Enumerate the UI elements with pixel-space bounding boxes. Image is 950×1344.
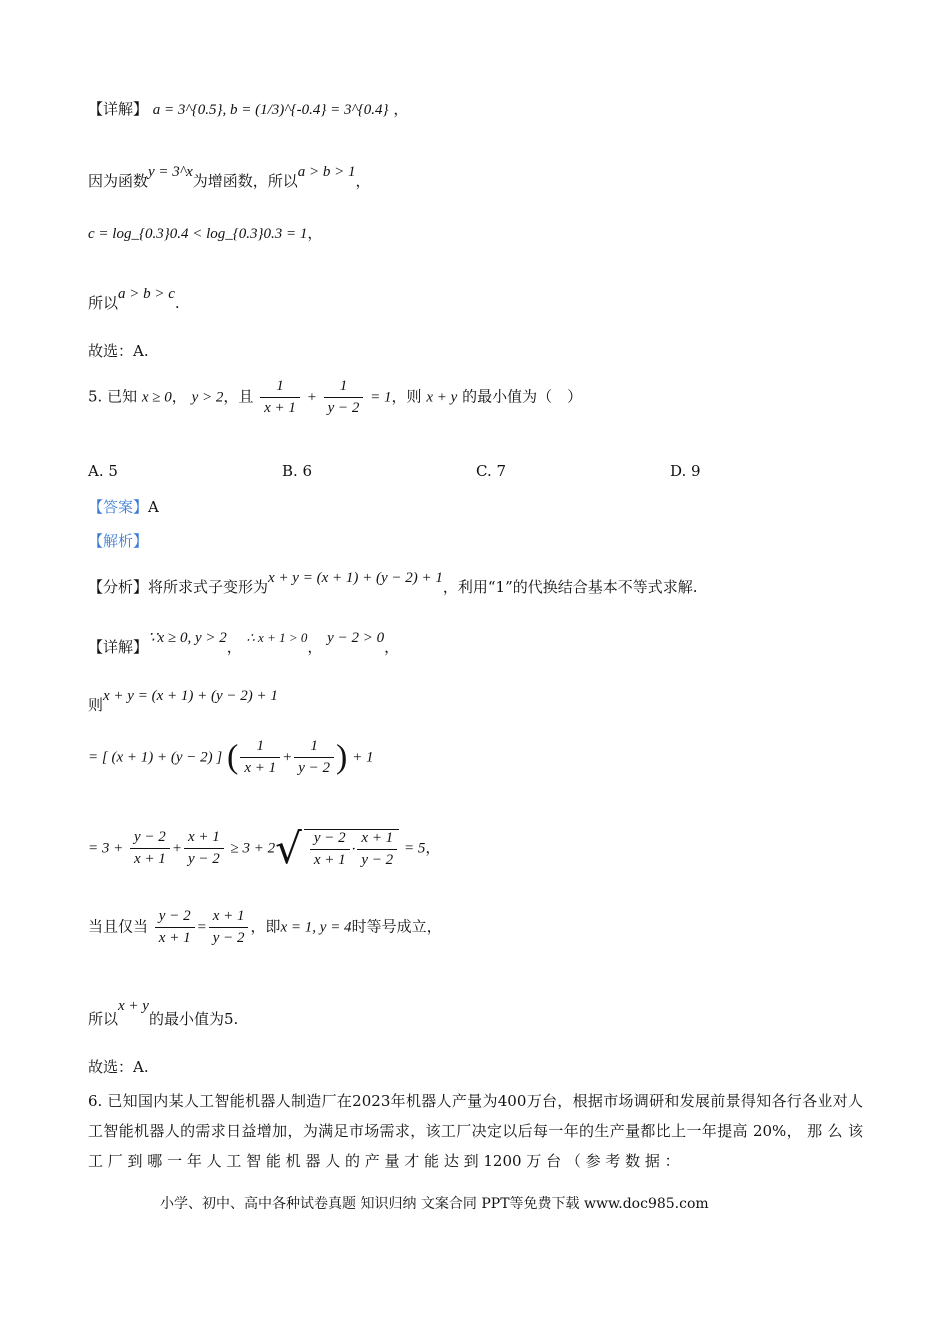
frac-num: x + 1 xyxy=(209,908,249,928)
text: 5. 已知 xyxy=(88,387,138,406)
equals: = xyxy=(196,919,207,936)
text: 所以 xyxy=(88,1010,119,1028)
math-x-plus-y: x + y xyxy=(118,998,149,1014)
step-1 xyxy=(88,688,278,715)
text: 的最小值为5. xyxy=(148,1010,239,1028)
frac-num: 1 xyxy=(240,738,280,758)
punct: ，且 xyxy=(223,387,254,406)
detail-label: 【详解】 xyxy=(88,638,149,656)
frac-num: y − 2 xyxy=(155,908,195,928)
page-footer: 小学、初中、高中各种试卷真题 知识归纳 文案合同 PPT等免费下载 www.doc985.com xyxy=(160,1196,709,1212)
text: ，利用“1”的代换结合基本不等式求解. xyxy=(442,578,698,596)
step-2 xyxy=(88,738,374,777)
equality-line xyxy=(88,908,442,947)
punct: ， xyxy=(355,172,371,190)
fraction-1 xyxy=(260,378,300,417)
frac-den: x + 1 xyxy=(264,400,296,416)
left-paren: ( xyxy=(227,738,239,776)
fenxi-label: 【分析】 xyxy=(88,578,149,596)
answer-tag: 【答案】 xyxy=(88,498,149,516)
fraction-2 xyxy=(324,378,364,417)
frac-den: x + 1 xyxy=(313,851,346,868)
frac-den: y − 2 xyxy=(298,760,331,776)
frac-den: y − 2 xyxy=(212,930,245,946)
fraction-a xyxy=(155,908,195,947)
text: ，则 xyxy=(391,387,422,406)
frac-den: x + 1 xyxy=(134,851,166,867)
detail-line-3 xyxy=(88,222,322,243)
math-3-plus: = 3 + xyxy=(88,840,124,857)
math-solution: x = 1, y = 4 xyxy=(280,919,352,936)
detail-line-2 xyxy=(88,164,371,191)
math-a-gt-b-gt-1: a > b > 1 xyxy=(297,164,356,180)
math-c-log: c = log_{0.3}0.4 < log_{0.3}0.3 = 1 xyxy=(88,226,308,242)
punct: ， xyxy=(384,638,400,656)
math-eq-5: = 5 xyxy=(403,840,426,857)
sqrt-body xyxy=(304,829,399,869)
xiangjie-line xyxy=(88,630,400,657)
option-c: C. 7 xyxy=(476,462,507,480)
math-bracket: = [ (x + 1) + (y − 2) ] xyxy=(88,749,223,766)
fraction-a xyxy=(130,829,170,868)
math-y-3x: y = 3^x xyxy=(148,164,193,180)
detail-line-1 xyxy=(88,98,408,119)
step-3 xyxy=(88,824,440,873)
text: 将所求式子变形为 xyxy=(148,578,269,596)
analysis-tag: 【解析】 xyxy=(88,532,149,550)
math-y-minus-2: y − 2 > 0 xyxy=(327,630,385,646)
fraction-a xyxy=(310,830,350,869)
fraction-2 xyxy=(294,738,334,777)
frac-num: y − 2 xyxy=(130,829,170,849)
frac-den: y − 2 xyxy=(361,851,394,868)
q5-stem xyxy=(88,378,582,417)
math-eq-1: = 1 xyxy=(370,389,392,406)
math-a-b: a = 3^{0.5}, b = (1/3)^{-0.4} = 3^{0.4} xyxy=(152,102,389,118)
q6-stem: 6. 已知国内某人工智能机器人制造厂在2023年机器人产量为400万台，根据市场调研和发展前景得知各行各业对人工智能机器人的需求日益增加，为满足市场需求，该工厂决定以后每一年的生产量都比上一年提高 20%， 那 么 该 工 厂 到 哪 一 年 人 工 智 能 机 器 人 的 产 量 才 能 达 到 1200 万 台 （ 参 考 数 据 ： xyxy=(88,1092,863,1170)
math-x-plus-y: x + y xyxy=(426,389,458,406)
min-line xyxy=(88,998,239,1029)
frac-num: 1 xyxy=(324,378,364,398)
frac-num: y − 2 xyxy=(310,830,350,850)
frac-den: x + 1 xyxy=(158,930,191,946)
frac-num: 1 xyxy=(260,378,300,398)
option-b: B. 6 xyxy=(282,462,313,480)
math-given: ∵x ≥ 0, y > 2 xyxy=(148,630,227,646)
text: 时等号成立， xyxy=(351,917,442,936)
punct: ， xyxy=(226,638,242,656)
text: 因为函数 xyxy=(88,172,149,190)
detail-line-4 xyxy=(88,286,180,313)
punct: . xyxy=(174,294,180,312)
punct: ， xyxy=(171,387,187,406)
math-rewrite: x + y = (x + 1) + (y − 2) + 1 xyxy=(103,688,278,704)
punct: ， xyxy=(307,638,323,656)
text: 为增函数，所以 xyxy=(192,172,298,190)
right-paren: ) xyxy=(336,738,348,776)
frac-num: 1 xyxy=(294,738,334,758)
text: ，即 xyxy=(250,917,281,936)
answer-value: A xyxy=(148,498,159,516)
frac-num: x + 1 xyxy=(184,829,224,849)
math-x-plus-1: ∴ x + 1 > 0 xyxy=(246,630,308,645)
choose-line-1: 故选：A. xyxy=(88,342,149,360)
math-y-gt-2: y > 2 xyxy=(191,389,224,406)
frac-num: x + 1 xyxy=(357,830,397,850)
fenxi-line xyxy=(88,570,698,597)
punct: ， xyxy=(393,100,409,118)
fraction-1 xyxy=(240,738,280,777)
punct: ， xyxy=(425,838,441,857)
frac-den: x + 1 xyxy=(244,760,277,776)
answer-line xyxy=(88,496,159,517)
frac-den: y − 2 xyxy=(187,851,220,867)
plus-sign: + xyxy=(171,840,182,857)
plus-sign: + xyxy=(282,749,293,766)
fraction-b xyxy=(184,829,224,868)
dot: · xyxy=(351,841,356,857)
math-plus-1: + 1 xyxy=(352,749,374,766)
math-x-ge-0: x ≥ 0 xyxy=(141,389,172,406)
text: 的最小值为（ ） xyxy=(462,387,583,406)
option-a: A. 5 xyxy=(88,462,118,480)
math-ge: ≥ 3 + 2 xyxy=(230,840,276,857)
detail-label: 【详解】 xyxy=(88,100,149,118)
math-fenxi: x + y = (x + 1) + (y − 2) + 1 xyxy=(268,570,443,586)
text: 当且仅当 xyxy=(88,917,149,936)
option-d: D. 9 xyxy=(670,462,701,480)
frac-den: y − 2 xyxy=(327,400,360,416)
text: 则 xyxy=(88,696,104,714)
sqrt-sign: √ xyxy=(275,824,302,873)
punct: ， xyxy=(307,224,323,242)
plus-sign: + xyxy=(306,389,317,406)
fraction-b xyxy=(209,908,249,947)
choose-line-2: 故选：A. xyxy=(88,1058,149,1076)
math-a-b-c: a > b > c xyxy=(118,286,175,302)
fraction-b xyxy=(357,830,397,869)
text: 所以 xyxy=(88,294,119,312)
